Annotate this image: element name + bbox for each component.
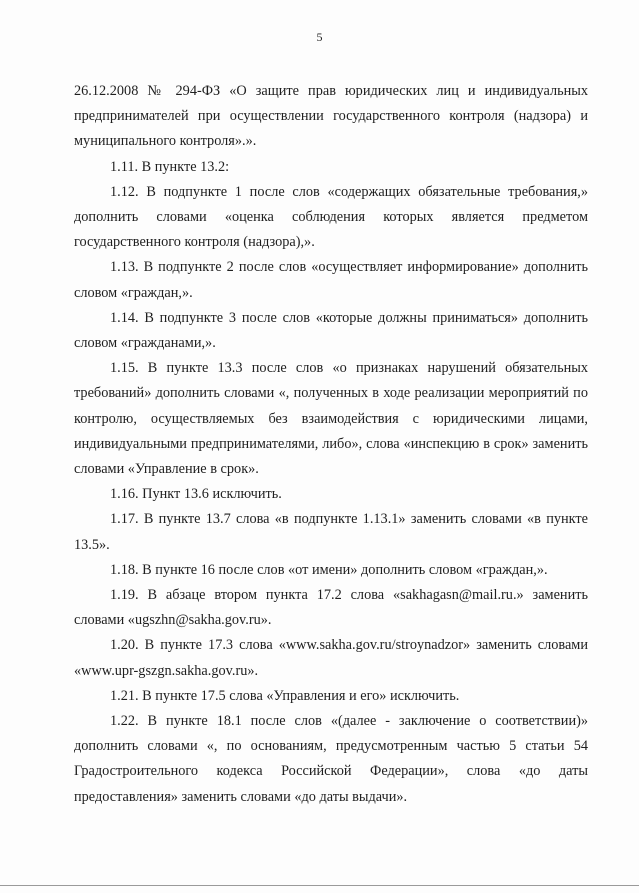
page-number: 5 (316, 30, 323, 44)
paragraph-1-17: 1.17. В пункте 13.7 слова «в подпункте 1.13.1» заменить словами «в пункте 13.5». (74, 511, 588, 553)
paragraph-continuation: 26.12.2008 № 294-ФЗ «О защите прав юридических лиц и индивидуальных предпринимателей при осуществлении государственного контроля (надзора) и муниципального контроля».». (74, 83, 588, 150)
paragraph-1-18: 1.18. В пункте 16 после слов «от имени» дополнить словом «граждан,». (110, 561, 548, 578)
paragraph-1-20: 1.20. В пункте 17.3 слова «www.sakha.gov.ru/stroynadzor» заменить словами «www.upr-gszgn.sakha.gov.ru». (74, 637, 588, 679)
paragraph-1-11: 1.11. В пункте 13.2: (110, 158, 230, 175)
paragraph-1-19: 1.19. В абзаце втором пункта 17.2 слова «sakhagasn@mail.ru.» заменить словами «ugszhn@sakha.gov.ru». (74, 587, 588, 629)
document-body (74, 79, 588, 810)
paragraph-1-15: 1.15. В пункте 13.3 после слов «о признаках нарушений обязательных требований» дополнить словами «, полученных в ходе реализации мероприятий по контролю, осуществляемых без взаимодействия с юридическими лицами, индивидуальными предпринимателями, либо», слова «инспекцию в срок» заменить словами «Управление в срок». (74, 360, 588, 478)
paragraph-1-14: 1.14. В подпункте 3 после слов «которые должны приниматься» дополнить словом «гражданами,». (74, 309, 588, 352)
page-bottom-divider (0, 885, 639, 886)
paragraph-1-21: 1.21. В пункте 17.5 слова «Управления и его» исключить. (110, 687, 460, 704)
paragraph-1-16: 1.16. Пункт 13.6 исключить. (110, 486, 282, 503)
paragraph-1-13: 1.13. В подпункте 2 после слов «осуществляет информирование» дополнить словом «граждан,». (74, 259, 588, 301)
paragraph-1-22: 1.22. В пункте 18.1 после слов «(далее - заключение о соответствии)» дополнить словами «, по основаниям, предусмотренным частью 5 статьи 54 Градостроительного кодекса Российской Федерации», слова «до даты предоставления» заменить словами «до даты выдачи». (74, 713, 588, 805)
paragraph-1-12: 1.12. В подпункте 1 после слов «содержащих обязательные требования,» дополнить словами «оценка соблюдения которых является предметом государственного контроля (надзора),». (74, 183, 588, 251)
